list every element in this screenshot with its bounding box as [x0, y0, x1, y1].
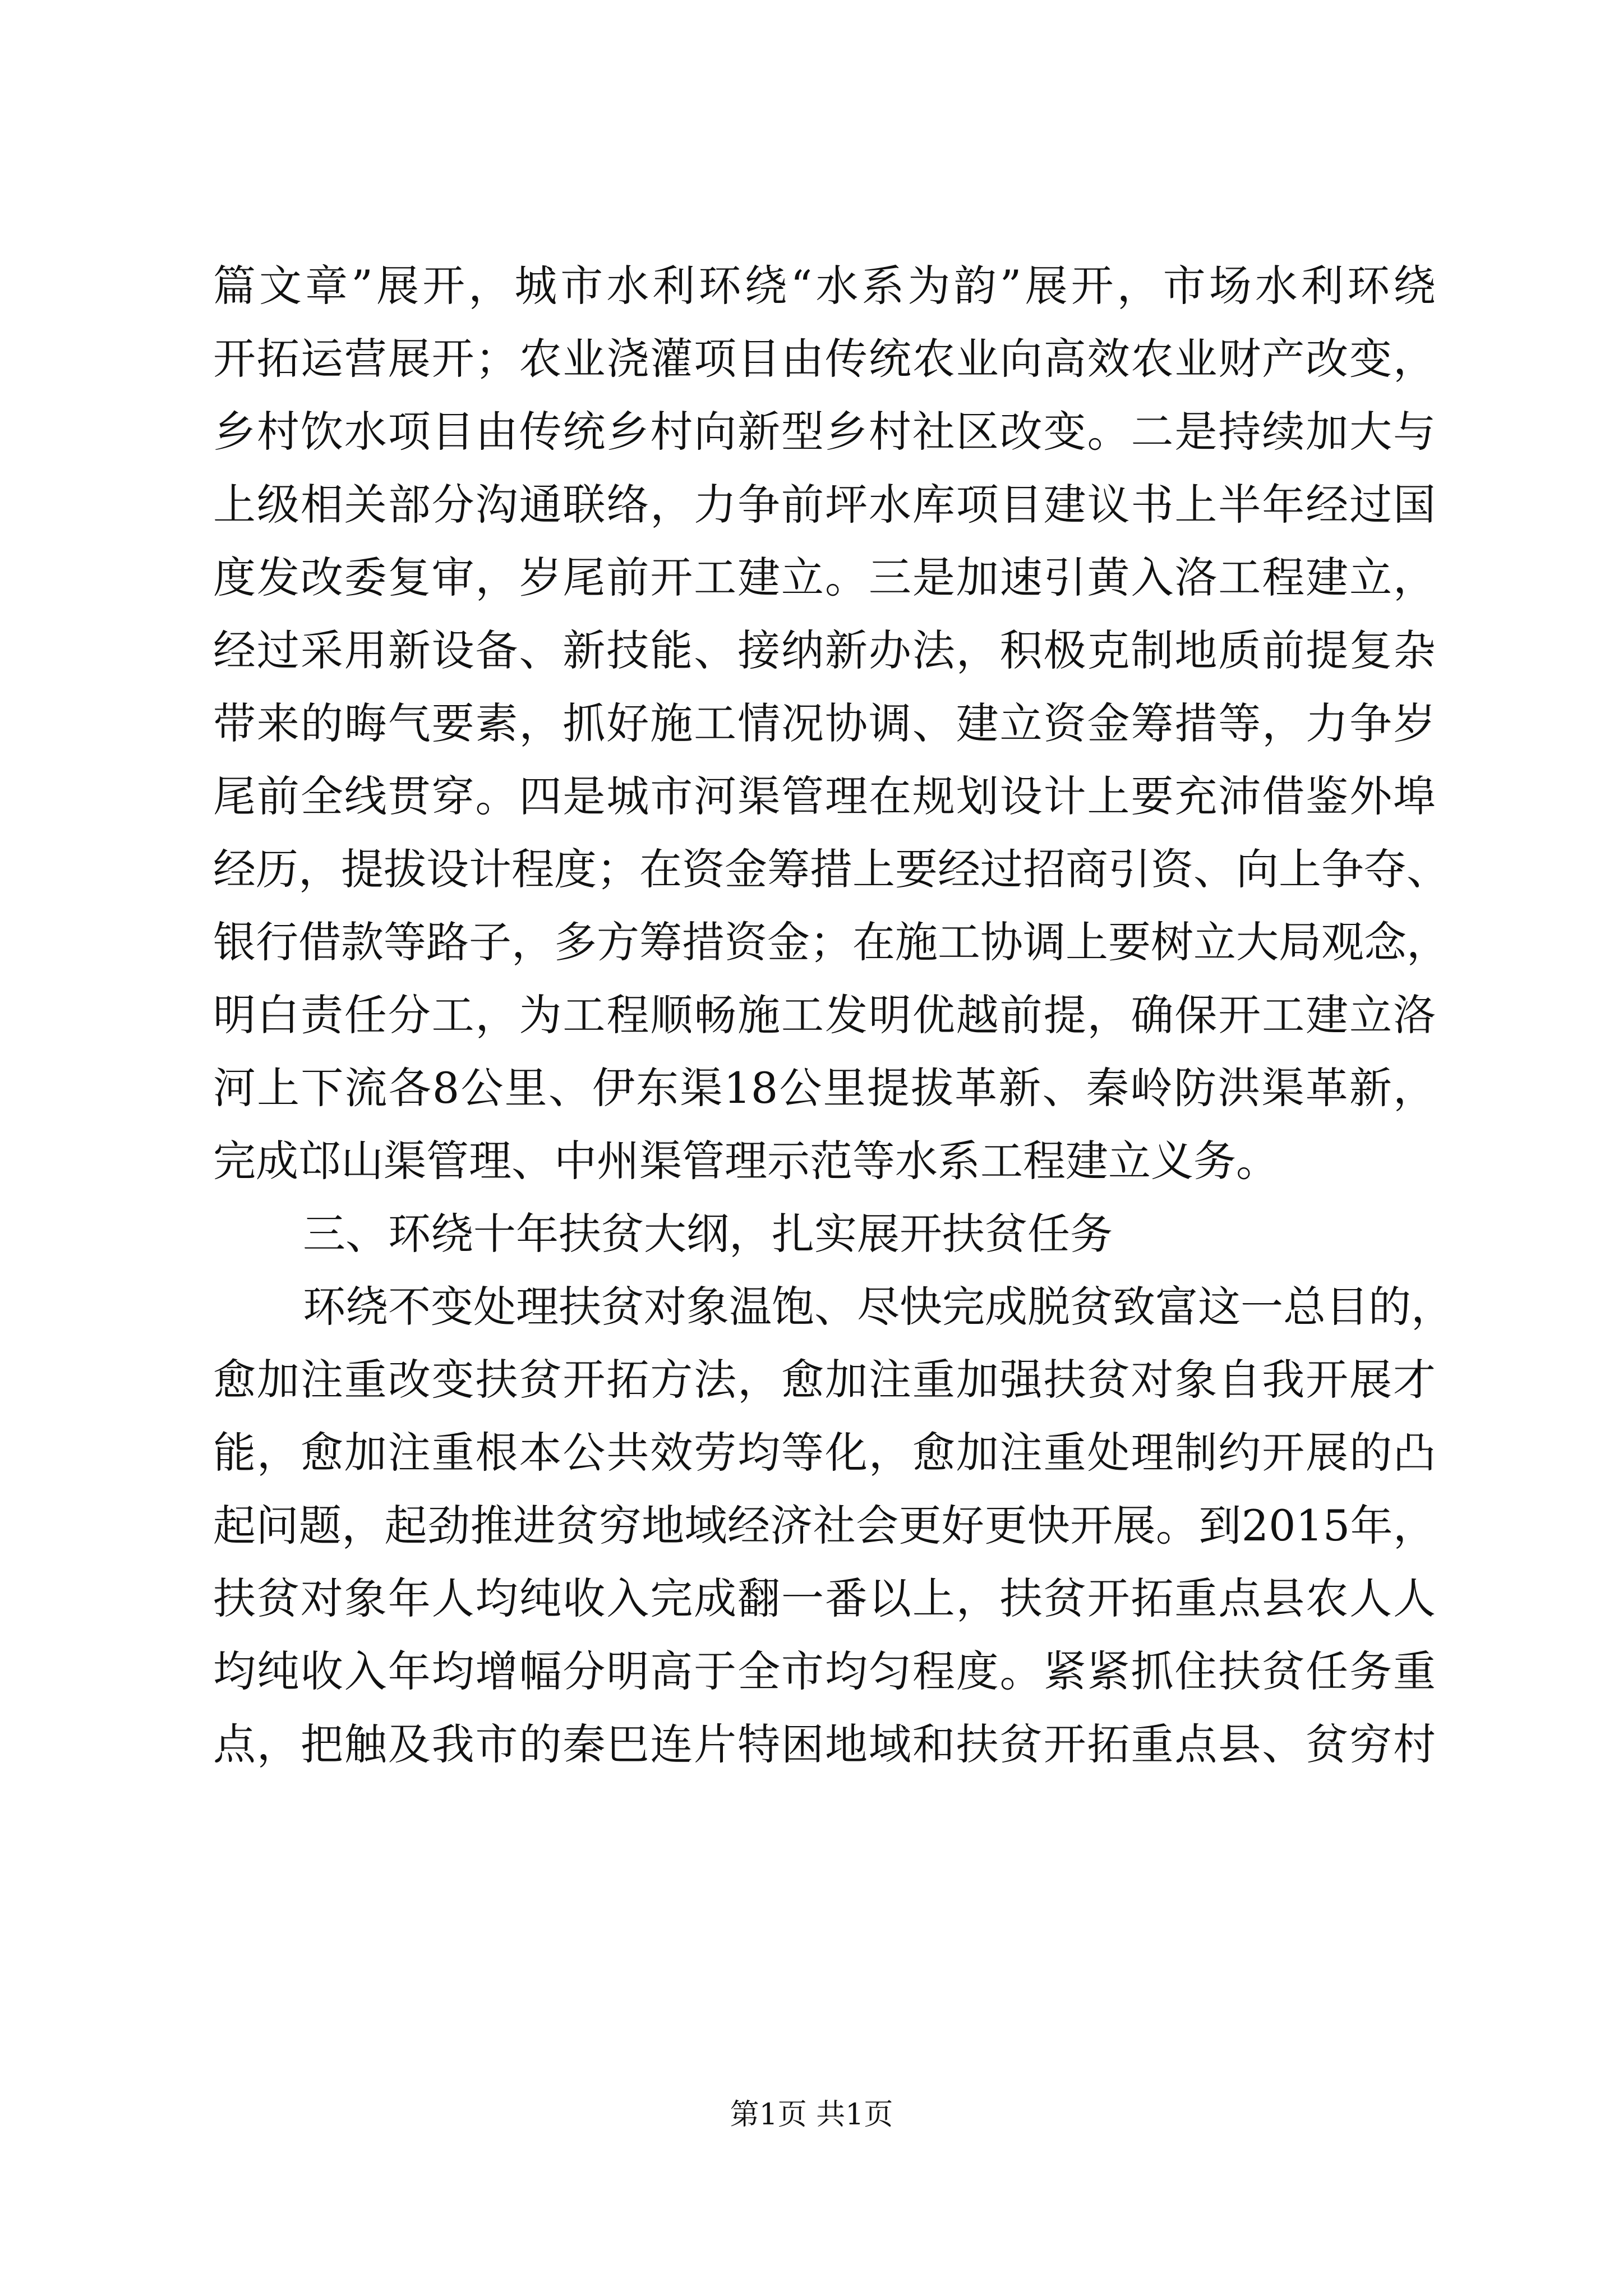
text-line: 环绕不变处理扶贫对象温饱、尽快完成脱贫致富这一总目的， [303, 1282, 1454, 1332]
body-text [213, 250, 1454, 1781]
text-line: 乡村饮水项目由传统乡村向新型乡村社区改变。二是持续加大与 [213, 407, 1436, 457]
text-line: 尾前全线贯穿。四是城市河渠管理在规划设计上要充沛借鉴外埠 [213, 771, 1436, 821]
text-line: 篇文章”展开，城市水利环绕“水系为韵”展开，市场水利环绕 [213, 261, 1436, 311]
text-line: 点，把触及我市的秦巴连片特困地域和扶贫开拓重点县、贫穷村 [213, 1719, 1436, 1769]
text-line: 银行借款等路子，多方筹措资金；在施工协调上要树立大局观念， [213, 917, 1449, 967]
text-line: 度发改委复审，岁尾前开工建立。三是加速引黄入洛工程建立， [213, 553, 1436, 602]
text-line: 带来的晦气要素，抓好施工情况协调、建立资金筹措等，力争岁 [213, 698, 1436, 748]
text-line: 均纯收入年均增幅分明高于全市均匀程度。紧紧抓住扶贫任务重 [213, 1646, 1436, 1696]
text-line: 开拓运营展开；农业浇灌项目由传统农业向高效农业财产改变， [213, 334, 1436, 384]
section-heading: 三、环绕十年扶贫大纲，扎实展开扶贫任务 [303, 1209, 1113, 1259]
text-line: 起问题，起劲推进贫穷地域经济社会更好更快开展。到2015年， [213, 1501, 1436, 1550]
text-line: 能，愈加注重根本公共效劳均等化，愈加注重处理制约开展的凸 [213, 1428, 1436, 1478]
text-line: 经过采用新设备、新技能、接纳新办法，积极克制地质前提复杂 [213, 625, 1436, 675]
text-line: 愈加注重改变扶贫开拓方法，愈加注重加强扶贫对象自我开展才 [213, 1355, 1436, 1405]
text-line: 扶贫对象年人均纯收入完成翻一番以上，扶贫开拓重点县农人人 [213, 1573, 1436, 1623]
text-line: 明白责任分工，为工程顺畅施工发明优越前提，确保开工建立洛 [213, 990, 1436, 1040]
page-footer: 第1页 共1页 [730, 2098, 893, 2132]
text-line: 河上下流各8公里、伊东渠18公里提拔革新、秦岭防洪渠革新， [213, 1063, 1436, 1113]
text-line: 上级相关部分沟通联络，力争前坪水库项目建议书上半年经过国 [213, 480, 1436, 530]
text-line: 经历，提拔设计程度；在资金筹措上要经过招商引资、向上争夺、 [213, 844, 1449, 894]
text-line: 完成邙山渠管理、中州渠管理示范等水系工程建立义务。 [213, 1136, 1279, 1186]
